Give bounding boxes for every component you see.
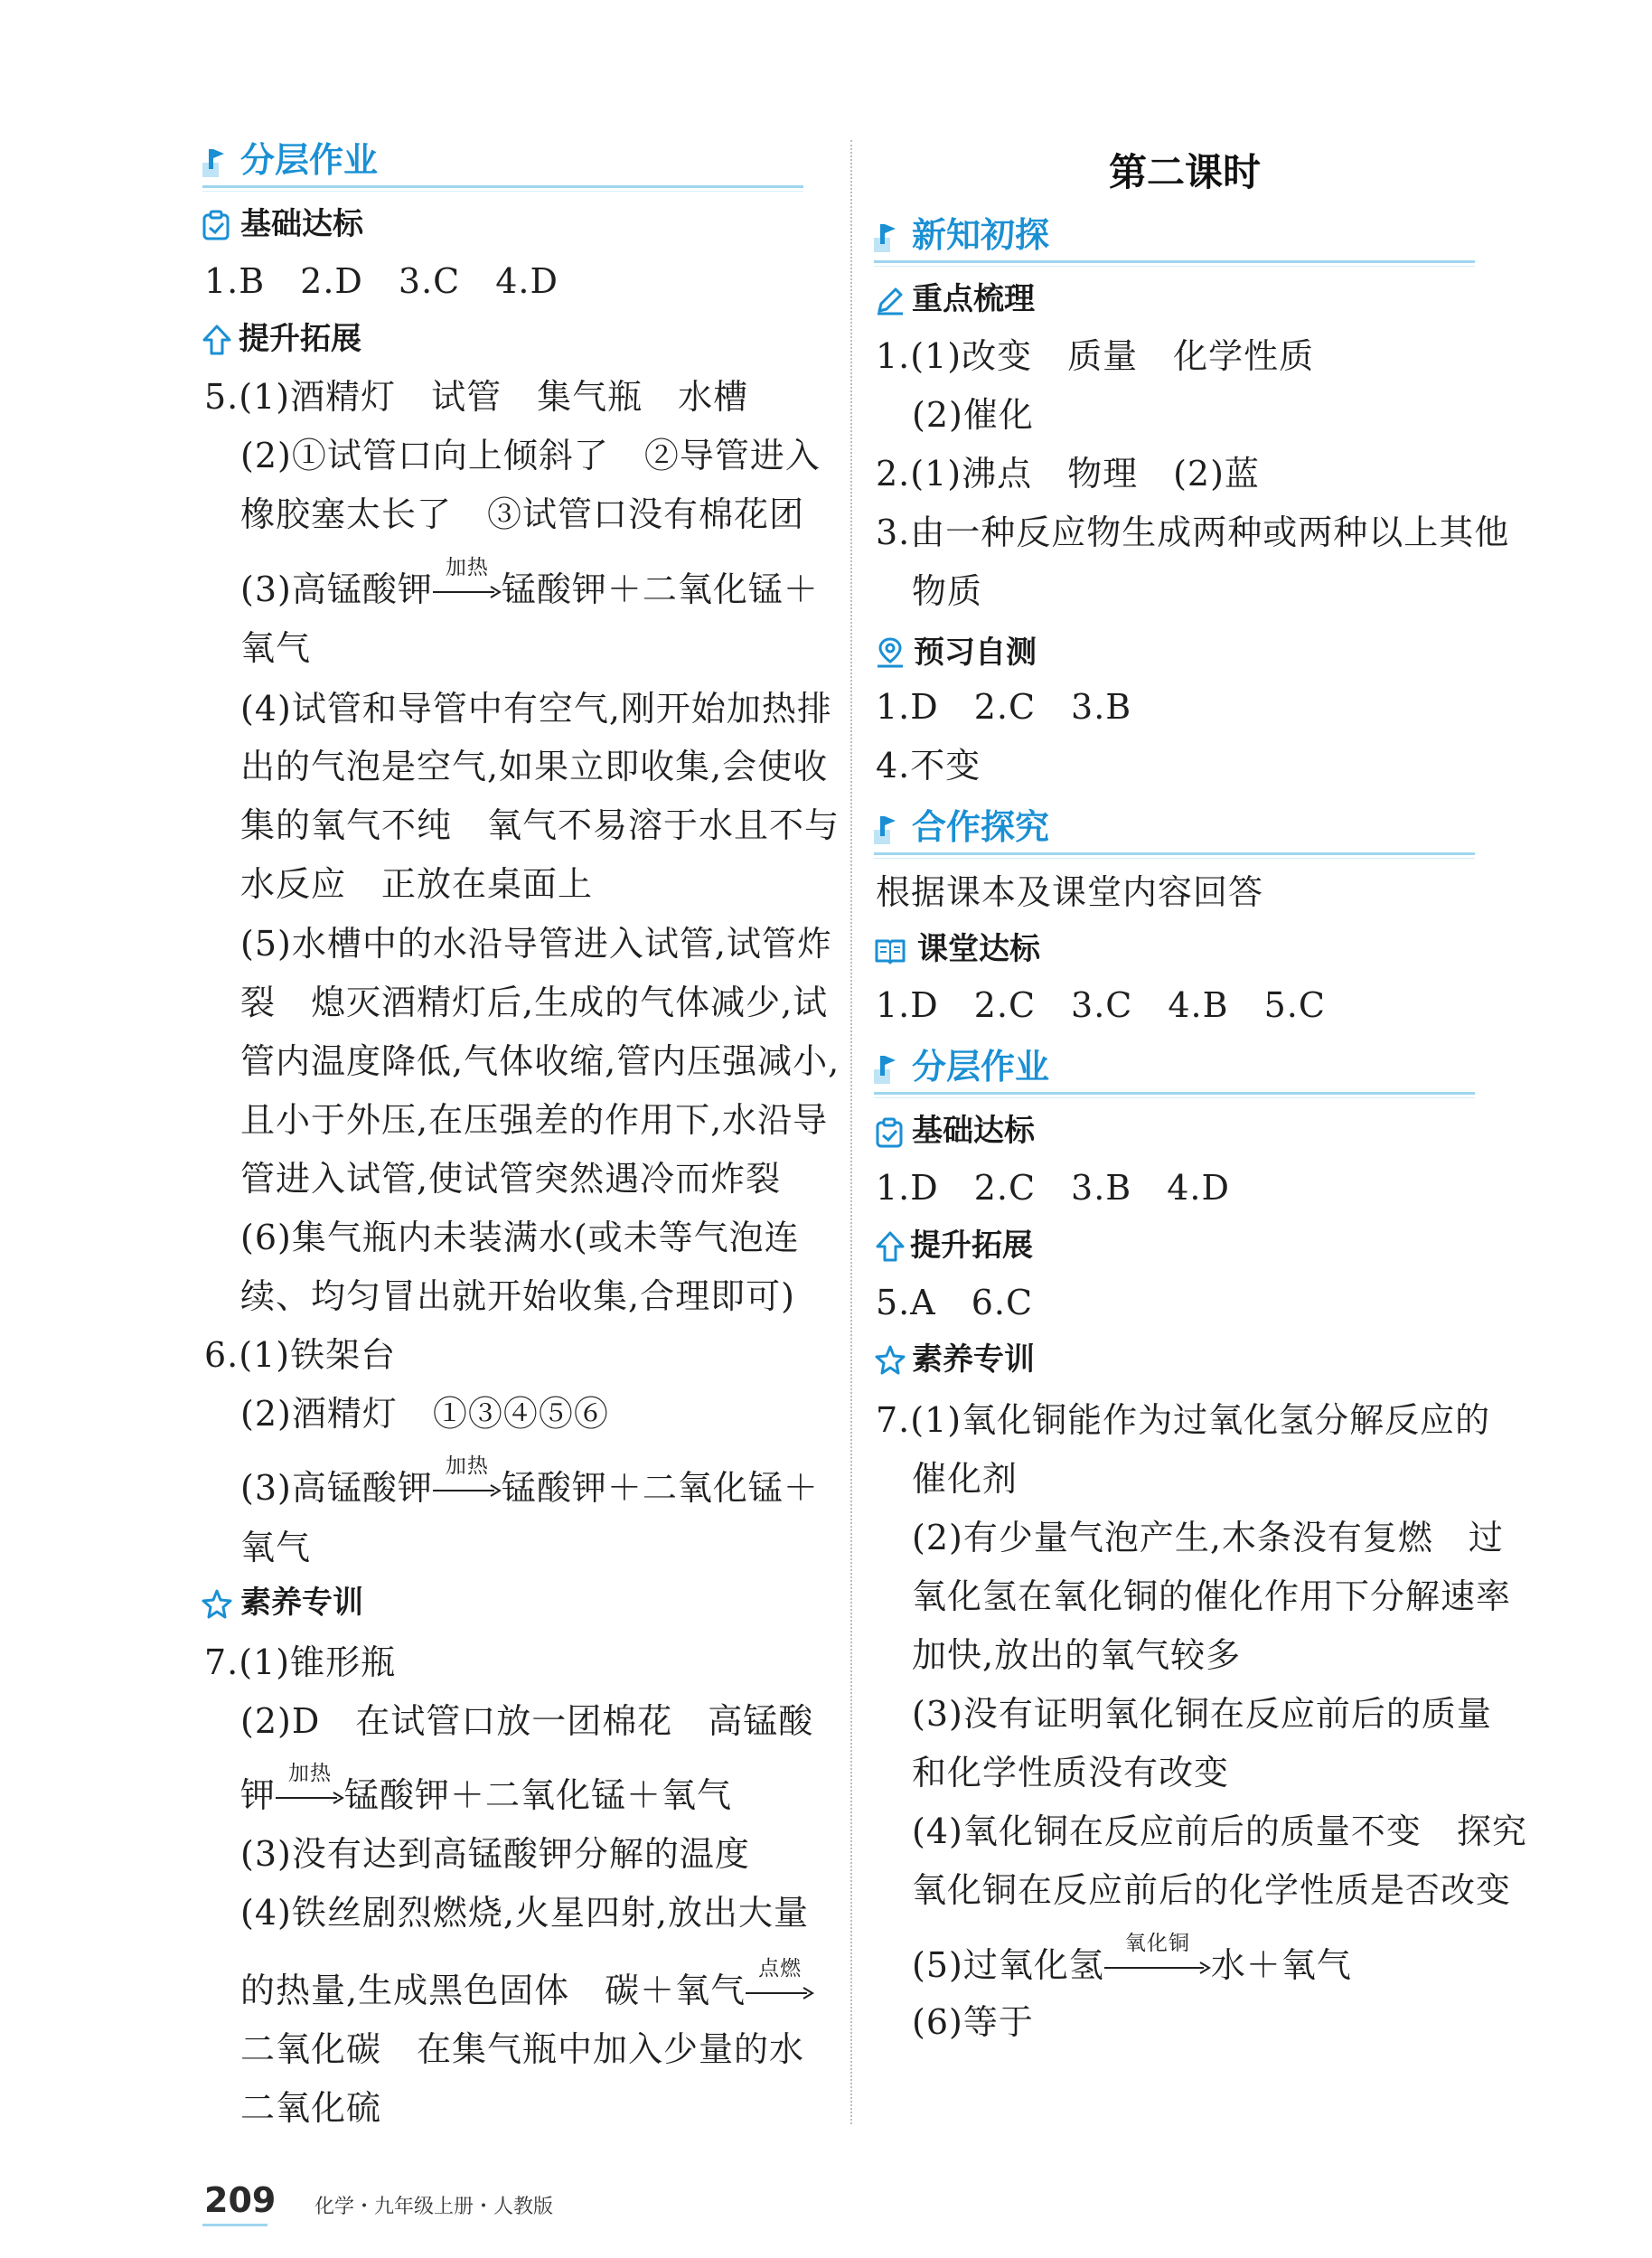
q5-line-3: 橡胶塞太长了 ③试管口没有棉花团 bbox=[240, 494, 805, 534]
yx-line-1: 1.D 2.C 3.B bbox=[876, 687, 1132, 727]
clipboard-check-icon bbox=[201, 210, 233, 242]
reaction-arrow bbox=[276, 1762, 344, 1807]
rq7-equation bbox=[912, 1932, 1352, 1987]
pen-flag-icon bbox=[874, 814, 905, 846]
q5-line-1: 5.(1)酒精灯 试管 集气瓶 水槽 bbox=[204, 377, 749, 417]
q6-line-2: (2)酒精灯 ①③④⑤⑥ bbox=[240, 1394, 609, 1434]
rq7-line-1: 7.(1)氧化铜能作为过氧化氢分解反应的 bbox=[876, 1400, 1491, 1440]
arrow-up-icon bbox=[201, 324, 233, 356]
q5-line-10: (5)水槽中的水沿导管进入试管,试管炸 bbox=[240, 924, 832, 964]
pen-flag-icon bbox=[874, 221, 905, 254]
arrow-icon bbox=[276, 1789, 344, 1807]
q5-line-11: 裂 熄灭酒精灯后,生成的气体减少,试 bbox=[240, 983, 829, 1022]
product-text: 锰酸钾＋二氧化锰＋氧气 bbox=[344, 1775, 733, 1815]
q6-equation bbox=[240, 1454, 819, 1510]
reaction-condition: 加热 bbox=[288, 1762, 333, 1785]
subheading-zhongdian: 重点梳理 bbox=[912, 281, 1035, 317]
product-text: 水＋氧气 bbox=[1210, 1945, 1352, 1985]
zd-line-5: 物质 bbox=[912, 571, 983, 611]
reaction-condition: 氧化铜 bbox=[1124, 1932, 1190, 1955]
q5-line-2: (2)①试管口向上倾斜了 ②导管进入 bbox=[240, 436, 821, 475]
zd-line-2: (2)催化 bbox=[912, 395, 1034, 435]
open-book-icon bbox=[874, 935, 906, 967]
reactant-text: (5)过氧化氢 bbox=[912, 1945, 1104, 1985]
product-text: 锰酸钾＋二氧化锰＋ bbox=[501, 1468, 819, 1508]
clipboard-check-icon bbox=[874, 1117, 906, 1150]
reaction-condition: 加热 bbox=[445, 556, 489, 579]
reactant-text: 的热量,生成黑色固体 碳＋氧气 bbox=[240, 1971, 746, 2010]
q5-equation bbox=[240, 556, 819, 611]
q7-line-7: 二氧化碳 在集气瓶中加入少量的水 bbox=[240, 2029, 805, 2069]
rq7-line-8: (4)氧化铜在反应前后的质量不变 探究 bbox=[912, 1811, 1527, 1851]
section-header-fenceng bbox=[202, 137, 803, 188]
section-title: 合作探究 bbox=[912, 807, 1050, 847]
reaction-arrow bbox=[746, 1957, 814, 2002]
q5-line-8: 集的氧气不纯 氧气不易溶于水且不与 bbox=[240, 805, 840, 845]
pencil-icon bbox=[874, 284, 906, 316]
hezuo-text: 根据课本及课堂内容回答 bbox=[876, 872, 1264, 912]
pen-flag-icon bbox=[874, 1053, 905, 1086]
q7-equation bbox=[240, 1762, 733, 1817]
subheading-tisheng: 提升拓展 bbox=[910, 1228, 1033, 1264]
q5-line-7: 出的气泡是空气,如果立即收集,会使收 bbox=[240, 747, 829, 786]
arrow-up-icon bbox=[874, 1230, 906, 1263]
footer-info: 化学・九年级上册・人教版 bbox=[314, 2196, 554, 2218]
product-text: 锰酸钾＋二氧化锰＋ bbox=[501, 569, 819, 609]
q5-line-16: 续、均匀冒出就开始收集,合理即可) bbox=[240, 1276, 795, 1316]
page-number: 209 bbox=[204, 2180, 277, 2220]
rq7-line-2: 催化剂 bbox=[912, 1459, 1018, 1499]
q6-line-4: 氧气 bbox=[240, 1528, 312, 1567]
rq7-line-4: 氧化氢在氧化铜的催化作用下分解速率 bbox=[912, 1576, 1512, 1616]
subheading-suyang: 素养专训 bbox=[240, 1585, 363, 1621]
q5-line-5: 氧气 bbox=[240, 628, 312, 668]
rq7-line-5: 加快,放出的氧气较多 bbox=[912, 1635, 1242, 1675]
reaction-condition: 加热 bbox=[445, 1454, 489, 1478]
zd-line-4: 3.由一种反应物生成两种或两种以上其他 bbox=[876, 513, 1510, 552]
location-pin-icon bbox=[874, 636, 906, 669]
answers-jichu: 1.B 2.D 3.C 4.D bbox=[204, 261, 558, 301]
star-icon bbox=[201, 1588, 233, 1621]
q5-line-13: 且小于外压,在压强差的作用下,水沿导 bbox=[240, 1100, 829, 1140]
arrow-icon bbox=[433, 583, 502, 601]
arrow-icon bbox=[1104, 1959, 1211, 1977]
q5-line-12: 管内温度降低,气体收缩,管内压强减小, bbox=[240, 1041, 840, 1081]
page-number-underline bbox=[202, 2224, 268, 2226]
pen-flag-icon bbox=[202, 146, 233, 179]
rq7-line-7: 和化学性质没有改变 bbox=[912, 1753, 1230, 1792]
reactant-text: (3)高锰酸钾 bbox=[240, 569, 433, 609]
subheading-suyang: 素养专训 bbox=[912, 1341, 1035, 1378]
rq7-line-3: (2)有少量气泡产生,木条没有复燃 过 bbox=[912, 1518, 1504, 1557]
answers-tisheng: 5.A 6.C bbox=[876, 1283, 1034, 1322]
q7-line-8: 二氧化硫 bbox=[240, 2088, 382, 2128]
section-title: 新知初探 bbox=[912, 215, 1050, 255]
section-header-xinzhi bbox=[874, 212, 1475, 263]
section-title: 分层作业 bbox=[240, 140, 379, 180]
reactant-text: 钾 bbox=[240, 1775, 277, 1815]
q6-line-1: 6.(1)铁架台 bbox=[204, 1335, 397, 1375]
q5-line-9: 水反应 正放在桌面上 bbox=[240, 864, 594, 904]
subheading-jichu: 基础达标 bbox=[240, 206, 363, 242]
section-header-hezuo bbox=[874, 804, 1475, 855]
subheading-ketang: 课堂达标 bbox=[917, 931, 1040, 967]
yx-line-2: 4.不变 bbox=[876, 746, 981, 786]
subheading-tisheng: 提升拓展 bbox=[239, 321, 361, 357]
rq7-line-11: (6)等于 bbox=[912, 2002, 1034, 2042]
star-icon bbox=[874, 1344, 906, 1377]
q5-line-6: (4)试管和导管中有空气,刚开始加热排 bbox=[240, 689, 832, 729]
q7-line-1: 7.(1)锥形瓶 bbox=[204, 1642, 397, 1682]
answers-jichu-right: 1.D 2.C 3.B 4.D bbox=[876, 1168, 1230, 1208]
rq7-line-6: (3)没有证明氧化铜在反应前后的质量 bbox=[912, 1694, 1492, 1734]
reaction-arrow bbox=[433, 1454, 502, 1500]
ketang-answers: 1.D 2.C 3.C 4.B 5.C bbox=[876, 985, 1326, 1025]
arrow-icon bbox=[746, 1984, 814, 2002]
subheading-yuxi: 预习自测 bbox=[914, 635, 1037, 671]
arrow-icon bbox=[433, 1482, 502, 1500]
rq7-line-9: 氧化铜在反应前后的化学性质是否改变 bbox=[912, 1870, 1512, 1910]
q7-line-2: (2)D 在试管口放一团棉花 高锰酸 bbox=[240, 1701, 814, 1741]
zd-line-3: 2.(1)沸点 物理 (2)蓝 bbox=[876, 454, 1260, 494]
reaction-arrow bbox=[1104, 1932, 1211, 1977]
lesson-title: 第二课时 bbox=[1109, 150, 1262, 194]
subheading-jichu: 基础达标 bbox=[912, 1113, 1035, 1149]
reaction-arrow bbox=[433, 556, 502, 601]
column-divider bbox=[850, 140, 852, 2124]
q7-line-4: (3)没有达到高锰酸钾分解的温度 bbox=[240, 1834, 750, 1874]
section-title: 分层作业 bbox=[912, 1047, 1050, 1087]
q5-line-14: 管进入试管,使试管突然遇冷而炸裂 bbox=[240, 1159, 782, 1199]
section-header-fenceng-2 bbox=[874, 1044, 1475, 1095]
reaction-condition: 点燃 bbox=[758, 1957, 803, 1980]
q7-equation-2 bbox=[240, 1957, 814, 2012]
q7-line-5: (4)铁丝剧烈燃烧,火星四射,放出大量 bbox=[240, 1893, 809, 1933]
zd-line-1: 1.(1)改变 质量 化学性质 bbox=[876, 336, 1315, 376]
reactant-text: (3)高锰酸钾 bbox=[240, 1468, 433, 1508]
q5-line-15: (6)集气瓶内未装满水(或未等气泡连 bbox=[240, 1218, 800, 1257]
